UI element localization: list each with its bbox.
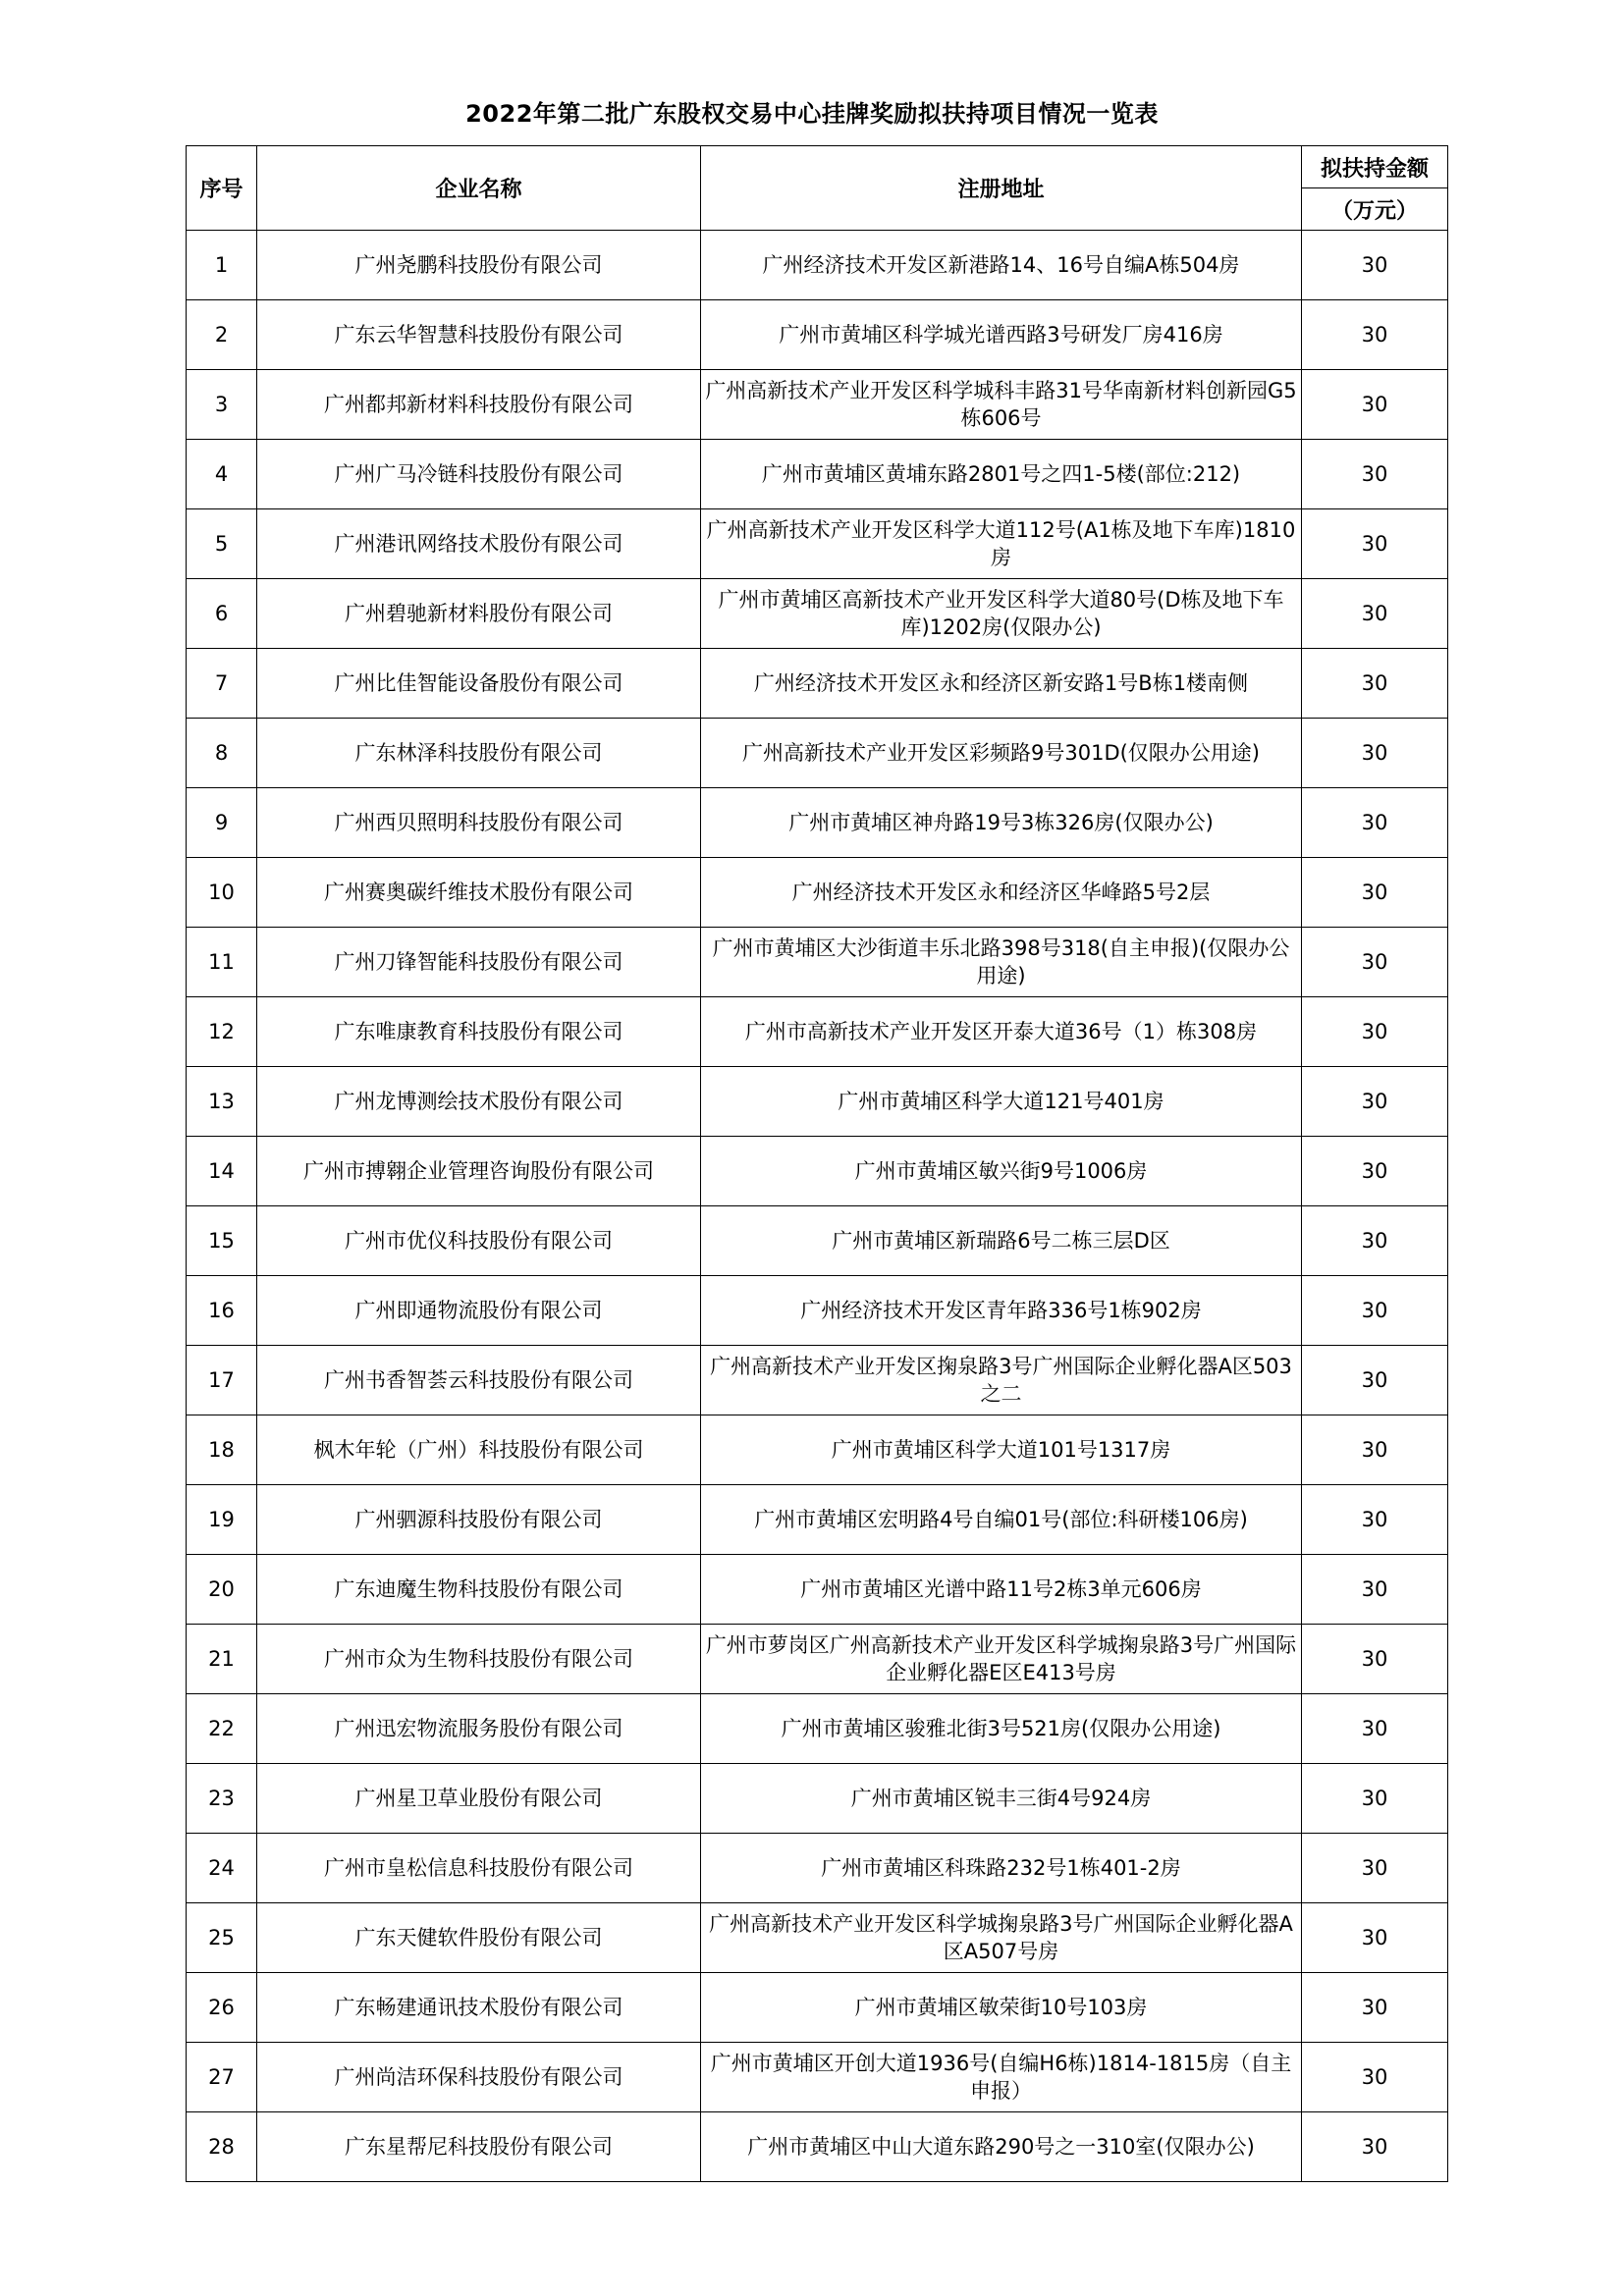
row-company: 广州市搏翱企业管理咨询股份有限公司 xyxy=(257,1137,701,1206)
table-row xyxy=(187,1067,1448,1137)
row-company: 广州碧驰新材料股份有限公司 xyxy=(257,579,701,649)
header-amount: 拟扶持金额 xyxy=(1302,146,1448,188)
table-row xyxy=(187,2112,1448,2182)
row-address: 广州市黄埔区宏明路4号自编01号(部位:科研楼106房) xyxy=(701,1485,1302,1555)
row-amount: 30 xyxy=(1302,1973,1448,2043)
row-address: 广州高新技术产业开发区科学大道112号(A1栋及地下车库)1810房 xyxy=(701,509,1302,579)
table-row xyxy=(187,1346,1448,1415)
row-amount: 30 xyxy=(1302,1346,1448,1415)
row-amount: 30 xyxy=(1302,997,1448,1067)
row-index: 2 xyxy=(187,300,257,370)
row-index: 28 xyxy=(187,2112,257,2182)
row-company: 广州市优仪科技股份有限公司 xyxy=(257,1206,701,1276)
subsidy-table xyxy=(186,145,1448,2182)
row-index: 25 xyxy=(187,1903,257,1973)
row-amount: 30 xyxy=(1302,1415,1448,1485)
row-index: 14 xyxy=(187,1137,257,1206)
row-amount: 30 xyxy=(1302,1276,1448,1346)
row-address: 广州市黄埔区锐丰三街4号924房 xyxy=(701,1764,1302,1834)
row-address: 广州市黄埔区高新技术产业开发区科学大道80号(D栋及地下车库)1202房(仅限办公) xyxy=(701,579,1302,649)
row-company: 广东天健软件股份有限公司 xyxy=(257,1903,701,1973)
table-row xyxy=(187,1276,1448,1346)
row-amount: 30 xyxy=(1302,1067,1448,1137)
table-row xyxy=(187,858,1448,928)
row-company: 广东畅建通讯技术股份有限公司 xyxy=(257,1973,701,2043)
row-index: 27 xyxy=(187,2043,257,2112)
row-address: 广州市高新技术产业开发区开泰大道36号（1）栋308房 xyxy=(701,997,1302,1067)
row-index: 13 xyxy=(187,1067,257,1137)
row-index: 1 xyxy=(187,231,257,300)
row-company: 广州港讯网络技术股份有限公司 xyxy=(257,509,701,579)
table-row xyxy=(187,1555,1448,1625)
table-row xyxy=(187,719,1448,788)
table-row xyxy=(187,1625,1448,1694)
row-amount: 30 xyxy=(1302,1137,1448,1206)
table-row xyxy=(187,1973,1448,2043)
row-company: 广州刀锋智能科技股份有限公司 xyxy=(257,928,701,997)
row-address: 广州市黄埔区黄埔东路2801号之四1-5楼(部位:212) xyxy=(701,440,1302,509)
row-address: 广州高新技术产业开发区彩频路9号301D(仅限办公用途) xyxy=(701,719,1302,788)
table-row xyxy=(187,1137,1448,1206)
table-row xyxy=(187,1206,1448,1276)
row-index: 3 xyxy=(187,370,257,440)
row-company: 广州赛奥碳纤维技术股份有限公司 xyxy=(257,858,701,928)
row-amount: 30 xyxy=(1302,231,1448,300)
table-row xyxy=(187,1903,1448,1973)
row-address: 广州市黄埔区骏雅北街3号521房(仅限办公用途) xyxy=(701,1694,1302,1764)
row-amount: 30 xyxy=(1302,300,1448,370)
table-row xyxy=(187,509,1448,579)
row-index: 4 xyxy=(187,440,257,509)
row-address: 广州经济技术开发区永和经济区新安路1号B栋1楼南侧 xyxy=(701,649,1302,719)
row-index: 26 xyxy=(187,1973,257,2043)
row-amount: 30 xyxy=(1302,370,1448,440)
row-address: 广州高新技术产业开发区科学城掬泉路3号广州国际企业孵化器A区A507号房 xyxy=(701,1903,1302,1973)
row-index: 8 xyxy=(187,719,257,788)
table-row xyxy=(187,1834,1448,1903)
row-address: 广州市黄埔区科学城光谱西路3号研发厂房416房 xyxy=(701,300,1302,370)
row-amount: 30 xyxy=(1302,928,1448,997)
row-company: 广州驷源科技股份有限公司 xyxy=(257,1485,701,1555)
row-amount: 30 xyxy=(1302,719,1448,788)
row-amount: 30 xyxy=(1302,1903,1448,1973)
row-index: 22 xyxy=(187,1694,257,1764)
row-index: 20 xyxy=(187,1555,257,1625)
table-row xyxy=(187,370,1448,440)
row-company: 广州比佳智能设备股份有限公司 xyxy=(257,649,701,719)
table-row xyxy=(187,788,1448,858)
row-index: 18 xyxy=(187,1415,257,1485)
row-amount: 30 xyxy=(1302,858,1448,928)
table-row xyxy=(187,579,1448,649)
row-address: 广州市黄埔区光谱中路11号2栋3单元606房 xyxy=(701,1555,1302,1625)
row-amount: 30 xyxy=(1302,1694,1448,1764)
row-index: 10 xyxy=(187,858,257,928)
header-amount-unit: （万元） xyxy=(1302,188,1448,231)
table-row xyxy=(187,997,1448,1067)
row-address: 广州市萝岗区广州高新技术产业开发区科学城掬泉路3号广州国际企业孵化器E区E413号房 xyxy=(701,1625,1302,1694)
row-amount: 30 xyxy=(1302,1764,1448,1834)
row-company: 广东云华智慧科技股份有限公司 xyxy=(257,300,701,370)
table-row xyxy=(187,1485,1448,1555)
row-index: 19 xyxy=(187,1485,257,1555)
row-amount: 30 xyxy=(1302,509,1448,579)
table-body xyxy=(187,231,1448,2182)
header-index: 序号 xyxy=(187,146,257,231)
row-company: 广州市众为生物科技股份有限公司 xyxy=(257,1625,701,1694)
row-address: 广州市黄埔区开创大道1936号(自编H6栋)1814-1815房（自主申报） xyxy=(701,2043,1302,2112)
header-address: 注册地址 xyxy=(701,146,1302,231)
row-address: 广州经济技术开发区青年路336号1栋902房 xyxy=(701,1276,1302,1346)
table-row xyxy=(187,1764,1448,1834)
row-index: 7 xyxy=(187,649,257,719)
row-amount: 30 xyxy=(1302,1625,1448,1694)
row-address: 广州市黄埔区中山大道东路290号之一310室(仅限办公) xyxy=(701,2112,1302,2182)
table-row xyxy=(187,649,1448,719)
row-amount: 30 xyxy=(1302,440,1448,509)
row-address: 广州市黄埔区大沙街道丰乐北路398号318(自主申报)(仅限办公用途) xyxy=(701,928,1302,997)
table-row xyxy=(187,1415,1448,1485)
row-index: 15 xyxy=(187,1206,257,1276)
row-address: 广州经济技术开发区新港路14、16号自编A栋504房 xyxy=(701,231,1302,300)
row-company: 广州迅宏物流服务股份有限公司 xyxy=(257,1694,701,1764)
table-row xyxy=(187,1694,1448,1764)
row-company: 广州即通物流股份有限公司 xyxy=(257,1276,701,1346)
table-row xyxy=(187,300,1448,370)
row-index: 11 xyxy=(187,928,257,997)
row-index: 5 xyxy=(187,509,257,579)
row-company: 广州尧鹏科技股份有限公司 xyxy=(257,231,701,300)
row-company: 广州广马冷链科技股份有限公司 xyxy=(257,440,701,509)
table-row xyxy=(187,440,1448,509)
row-index: 16 xyxy=(187,1276,257,1346)
row-index: 17 xyxy=(187,1346,257,1415)
row-company: 广东林泽科技股份有限公司 xyxy=(257,719,701,788)
row-address: 广州市黄埔区科珠路232号1栋401-2房 xyxy=(701,1834,1302,1903)
row-amount: 30 xyxy=(1302,579,1448,649)
document-title: 2022年第二批广东股权交易中心挂牌奖励拟扶持项目情况一览表 xyxy=(465,100,1159,128)
row-amount: 30 xyxy=(1302,1485,1448,1555)
row-amount: 30 xyxy=(1302,649,1448,719)
table-row xyxy=(187,928,1448,997)
row-company: 广东星帮尼科技股份有限公司 xyxy=(257,2112,701,2182)
row-address: 广州高新技术产业开发区掬泉路3号广州国际企业孵化器A区503之二 xyxy=(701,1346,1302,1415)
row-index: 6 xyxy=(187,579,257,649)
header-company: 企业名称 xyxy=(257,146,701,231)
row-amount: 30 xyxy=(1302,1555,1448,1625)
row-amount: 30 xyxy=(1302,2043,1448,2112)
row-address: 广州市黄埔区新瑞路6号二栋三层D区 xyxy=(701,1206,1302,1276)
row-address: 广州市黄埔区科学大道101号1317房 xyxy=(701,1415,1302,1485)
row-address: 广州市黄埔区神舟路19号3栋326房(仅限办公) xyxy=(701,788,1302,858)
row-amount: 30 xyxy=(1302,788,1448,858)
row-index: 12 xyxy=(187,997,257,1067)
row-company: 广州星卫草业股份有限公司 xyxy=(257,1764,701,1834)
row-company: 广州西贝照明科技股份有限公司 xyxy=(257,788,701,858)
row-index: 24 xyxy=(187,1834,257,1903)
table-row xyxy=(187,231,1448,300)
row-index: 23 xyxy=(187,1764,257,1834)
row-address: 广州市黄埔区敏兴街9号1006房 xyxy=(701,1137,1302,1206)
row-company: 枫木年轮（广州）科技股份有限公司 xyxy=(257,1415,701,1485)
row-company: 广州市皇松信息科技股份有限公司 xyxy=(257,1834,701,1903)
row-index: 21 xyxy=(187,1625,257,1694)
row-address: 广州经济技术开发区永和经济区华峰路5号2层 xyxy=(701,858,1302,928)
row-company: 广东迪魔生物科技股份有限公司 xyxy=(257,1555,701,1625)
row-company: 广州龙博测绘技术股份有限公司 xyxy=(257,1067,701,1137)
row-company: 广州尚洁环保科技股份有限公司 xyxy=(257,2043,701,2112)
row-amount: 30 xyxy=(1302,1206,1448,1276)
row-amount: 30 xyxy=(1302,1834,1448,1903)
row-address: 广州市黄埔区科学大道121号401房 xyxy=(701,1067,1302,1137)
row-company: 广东唯康教育科技股份有限公司 xyxy=(257,997,701,1067)
row-address: 广州市黄埔区敏荣街10号103房 xyxy=(701,1973,1302,2043)
row-company: 广州都邦新材料科技股份有限公司 xyxy=(257,370,701,440)
row-company: 广州书香智荟云科技股份有限公司 xyxy=(257,1346,701,1415)
row-address: 广州高新技术产业开发区科学城科丰路31号华南新材料创新园G5栋606号 xyxy=(701,370,1302,440)
row-amount: 30 xyxy=(1302,2112,1448,2182)
row-index: 9 xyxy=(187,788,257,858)
table-row xyxy=(187,2043,1448,2112)
